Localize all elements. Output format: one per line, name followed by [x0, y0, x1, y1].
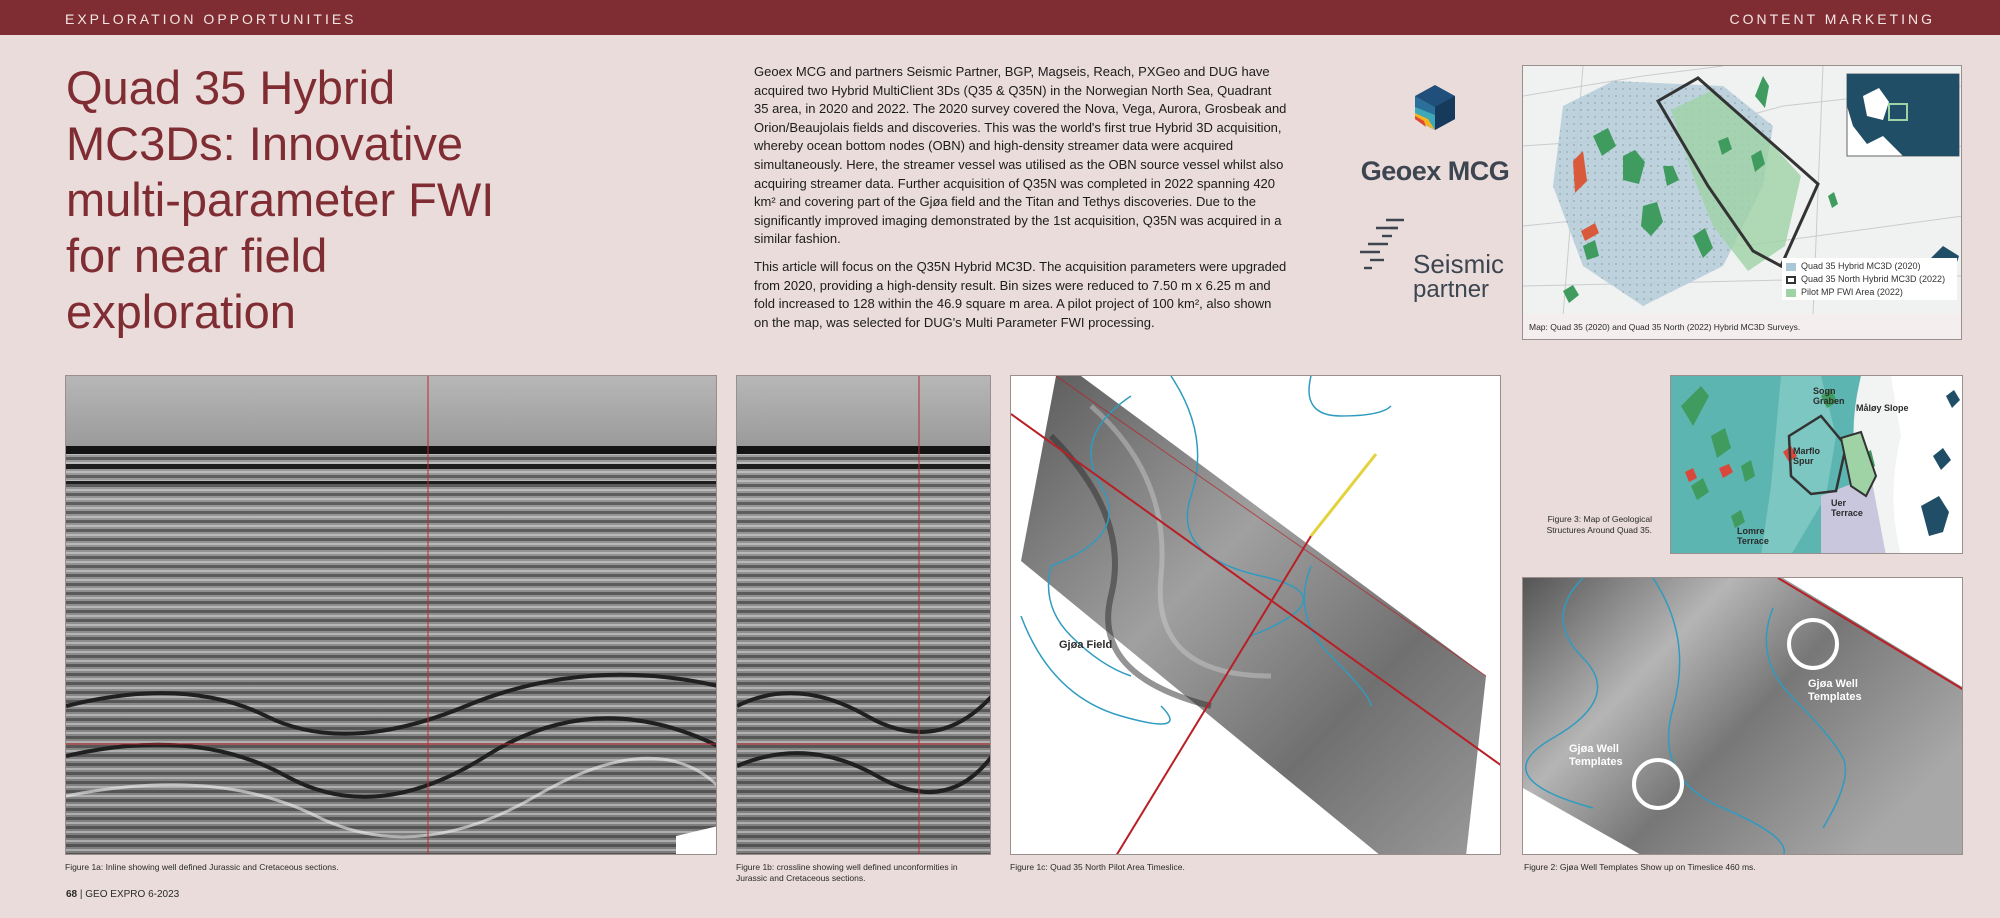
seismic-logo-text: Seismic [1413, 249, 1505, 279]
map-caption: Map: Quad 35 (2020) and Quad 35 North (2022) Hybrid MC3D Surveys. [1522, 314, 1962, 340]
well-templates-label-right: Gjøa Well Templates [1808, 678, 1862, 703]
figure-2-caption: Figure 2: Gjøa Well Templates Show up on Timeslice 460 ms. [1524, 862, 1756, 872]
legend-swatch [1786, 289, 1796, 297]
legend-swatch [1786, 276, 1796, 284]
title-line: Quad 35 Hybrid [66, 61, 396, 114]
figure-2-well-templates [1522, 577, 1963, 855]
page-number: 68 [66, 889, 78, 900]
paragraph: This article will focus on the Q35N Hybrid MC3D. The acquisition parameters were upgraded from 2020, providing a high-density result. Bin sizes were reduced to 7.50 m x 6.25 m and fold increased to 128 within the 46.9 square m area. A pilot project of 100 km², also shown on the map, was selected for DUG's Multi Parameter FWI processing. [754, 258, 1287, 330]
legend-item [1786, 260, 1953, 273]
section-label: EXPLORATION OPPORTUNITIES [65, 11, 357, 27]
legend-item [1786, 273, 1953, 286]
maloy-slope-label: Måløy Slope [1856, 403, 1909, 413]
figure-1b-caption: Figure 1b: crossline showing well defined unconformities in Jurassic and Cretaceous sections. [736, 862, 958, 883]
figure-1c-timeslice [1010, 375, 1501, 855]
figure-1a-seismic-inline [65, 375, 717, 855]
figure-3-geological-map [1670, 375, 1963, 554]
lomre-terrace-label: Lomre Terrace [1737, 526, 1769, 546]
header-bar [0, 0, 2000, 35]
title-line: MC3Ds: Innovative [66, 117, 464, 170]
partner-logo-text: partner [1413, 276, 1490, 303]
page-footer [66, 889, 179, 900]
geoex-logo-text: Geoex MCG [1360, 156, 1510, 186]
figure-1a-caption: Figure 1a: Inline showing well defined Jurassic and Cretaceous sections. [65, 862, 339, 872]
footer-separator: | [77, 889, 86, 900]
publication-name: GEO EXPRO 6-2023 [85, 889, 180, 900]
article-title [66, 60, 506, 340]
figure-1b-seismic-crossline [736, 375, 991, 855]
article-body [754, 63, 1288, 341]
gjoa-field-label: Gjøa Field [1059, 639, 1113, 651]
legend-swatch [1786, 263, 1796, 271]
legend-item [1786, 286, 1953, 299]
title-line: multi-parameter FWI [66, 173, 495, 226]
uer-terrace-label: Uer Terrace [1831, 498, 1863, 518]
legend-label: Quad 35 North Hybrid MC3D (2022) [1801, 274, 1946, 284]
legend-label: Pilot MP FWI Area (2022) [1801, 287, 1903, 297]
figure-1c-caption: Figure 1c: Quad 35 North Pilot Area Timeslice. [1010, 862, 1185, 872]
title-line: for near field [66, 229, 328, 282]
seismic-partner-logo-icon [1358, 218, 1418, 278]
figure-3-caption: Figure 3: Map of Geological Structures Around Quad 35. [1546, 514, 1652, 535]
category-label: CONTENT MARKETING [1729, 11, 1935, 27]
title-line: exploration [66, 285, 296, 338]
sogn-graben-label: Sogn Graben [1813, 386, 1845, 406]
legend-label: Quad 35 Hybrid MC3D (2020) [1801, 261, 1921, 271]
marflo-spur-label: Marflo Spur [1793, 446, 1820, 466]
map-legend [1782, 258, 1957, 300]
paragraph: Geoex MCG and partners Seismic Partner, BGP, Magseis, Reach, PXGeo and DUG have acquired two Hybrid MultiClient 3Ds (Q35 & Q35N) in the Norwegian North Sea, Quadrant 35 area, in 2020 and 2022. The 2020 survey covered the Nova, Vega, Aurora, Grosbeak and Orion/Beaujolais fields and discoveries. This was the world's first true Hybrid 3D acquisition, whereby ocean bottom nodes (OBN) and high-density streamer data were acquired simultaneously. Here, the streamer vessel was utilised as the OBN source vessel whilst also acquiring streamer data. Further acquisition of Q35N was completed in 2022 spanning 420 km² and covering part of the Gjøa field and the Titan and Tethys discoveries. Due to the significantly improved imaging demonstrated by the 1st acquisition, Q35N was acquired in a similar fashion. [754, 64, 1287, 247]
well-templates-label-left: Gjøa Well Templates [1569, 743, 1623, 768]
